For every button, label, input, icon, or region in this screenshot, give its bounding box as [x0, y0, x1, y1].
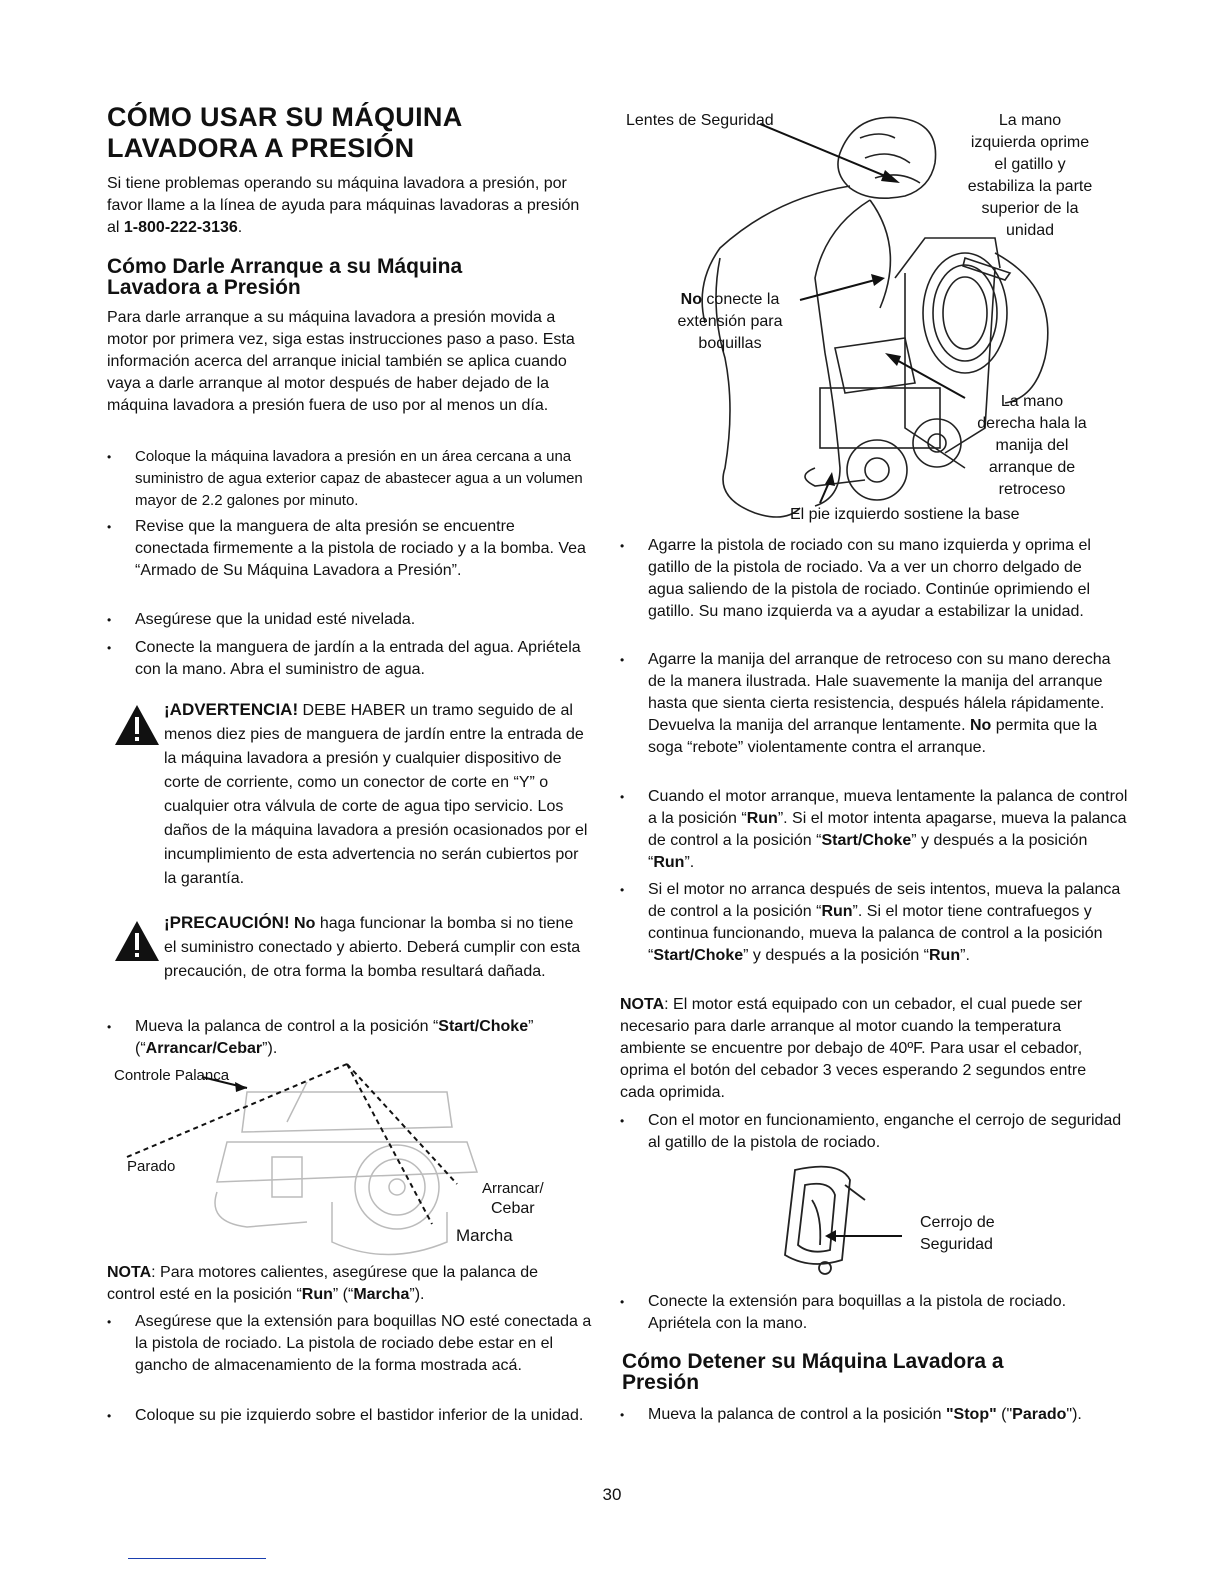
- nota2-text: : El motor está equipado con un cebador, el cual puede ser necesario para darle arranque al motor cuando la temperatura ambiente se encuentre por debajo de 40ºF. Para usar el cebador, oprima el botón del cebador 3 veces esperando 2 segundos entre cada oprimida.: [620, 996, 1087, 1101]
- list-item: • Coloque la máquina lavadora a presión en un área cercana a una suministro de agua exterior capaz de abastecer agua a un volumen mayor de 2.2 galones por minuto.: [107, 446, 593, 512]
- mano-izq-line: unidad: [1005, 222, 1055, 239]
- stop-bold: "Stop": [945, 1406, 997, 1423]
- mano-izq-line: izquierda oprime: [970, 134, 1090, 151]
- caution-no: No: [289, 915, 316, 932]
- page-title: [107, 102, 593, 164]
- list-item: • Coloque su pie izquierdo sobre el bastidor inferior de la unidad.: [107, 1405, 593, 1427]
- mano-izq-line: estabiliza la parte: [967, 178, 1093, 195]
- label-no-conecte: [660, 289, 800, 355]
- label-pie-izquierdo: El pie izquierdo sostiene la base: [790, 506, 1020, 523]
- start-heading-line-1: Cómo Darle Arranque a su Máquina: [107, 255, 463, 278]
- nota1-label: NOTA: [107, 1264, 152, 1281]
- start-heading: [107, 256, 593, 298]
- list-item: • Asegúrese que la extensión para boquillas NO esté conectada a la pistola de rociado. La pistola de rociado debe estar en el gancho de almacenamiento de la forma mostrada acá.: [107, 1311, 593, 1377]
- caution-text: haga funcionar la bomba si no tiene el suministro conectado y abierto. Deberá cumplir con esta precaución, de otra forma la bomba resultará dañada.: [164, 915, 581, 980]
- run-bold: Run: [746, 810, 778, 827]
- run-text: ”.: [684, 854, 695, 871]
- no-conecte-line: conecte la: [701, 291, 780, 308]
- mano-der-line: retroceso: [998, 481, 1066, 498]
- list-item: • Asegúrese que la unidad esté nivelada.: [107, 609, 593, 631]
- nota1-bold-1: Run: [301, 1286, 333, 1303]
- run-text: ”. Si el motor intenta apagarse, mueva la palanca de control a la posición “: [648, 810, 1127, 849]
- run-bullet: [620, 786, 1134, 874]
- six-attempts-bullet: [620, 879, 1126, 967]
- run-bold: Run: [653, 854, 685, 871]
- start-heading-line-2: Lavadora a Presión: [107, 276, 301, 299]
- recoil-text-1: Agarre la manija del arranque de retroceso con su mano derecha de la manera ilustrada. Hale suavemente la manija del arranque hasta que sienta cierta resistencia, después hálela rápidamente. Devuelva la manija del arranque lentamente.: [648, 651, 1111, 734]
- caution-block: [164, 911, 590, 984]
- choke-text-1: Mueva la palanca de control a la posición “: [135, 1018, 439, 1035]
- caution-title: ¡PRECAUCIÓN!: [164, 913, 290, 932]
- caution-triangle-icon: [114, 920, 160, 962]
- warning-text: DEBE HABER un tramo seguido de al menos diez pies de manguera de jardín entre la entrada de la máquina lavadora a presión y cualquier dispositivo de corte de corriente, como un conector de corte en “Y” o cualquier otra válvula de corte de agua tipo servicio. Los daños de la máquina lavadora a presión ocasionados por el incumplimiento de esta advertencia no serán cubiertos por la garantía.: [164, 702, 588, 887]
- nota1-text-3: ”).: [409, 1286, 425, 1303]
- helpline-phone: 1-800-222-3136: [123, 219, 238, 236]
- run-text: Cuando el motor arranque, mueva lentamente la palanca de control a la posición “: [648, 788, 1128, 827]
- mano-izq-line: superior de la: [981, 200, 1079, 217]
- label-mano-izquierda: [955, 110, 1105, 242]
- run-bold: Start/Choke: [821, 832, 912, 849]
- choke-text-2: ” (“: [135, 1018, 534, 1057]
- recoil-text-2: permita que la soga “rebote” violentamente contra el arranque.: [648, 717, 1098, 756]
- warning-block: [164, 698, 590, 891]
- footer-divider: [128, 1558, 266, 1559]
- stop-heading-line-1: Cómo Detener su Máquina Lavadora a: [622, 1350, 1004, 1373]
- no-conecte-line: boquillas: [698, 335, 762, 352]
- label-mano-derecha: [962, 391, 1102, 501]
- stop-heading: [622, 1351, 1108, 1393]
- stop-bold: Parado: [1012, 1406, 1067, 1423]
- warning-title: ¡ADVERTENCIA!: [164, 700, 299, 719]
- label-cebar: Cebar: [491, 1200, 535, 1217]
- six-text: Si el motor no arranca después de seis intentos, mueva la palanca de control a la posición “: [648, 881, 1121, 920]
- mano-izq-line: La mano: [998, 112, 1062, 129]
- mano-der-line: arranque de: [988, 459, 1076, 476]
- nota1-bold-2: Marcha: [353, 1286, 410, 1303]
- list-item: • Agarre la pistola de rociado con su mano izquierda y oprima el gatillo de la pistola de rociado. Va a ver un chorro delgado de agua saliendo de la pistola de rociado. Continúe oprimiendo el gatillo. Su mano izquierda va a ayudar a estabilizar la unidad.: [620, 535, 1106, 623]
- warning-triangle-icon: [114, 704, 160, 746]
- no-conecte-line: extensión para: [677, 313, 783, 330]
- intro-paragraph: Si tiene problemas operando su máquina lavadora a presión, por favor llame a la línea de ayuda para máquinas lavadoras a presión al 1-800-222-3136.: [107, 175, 580, 236]
- stop-text: Mueva la palanca de control a la posición: [648, 1406, 946, 1423]
- nota-choke: [620, 994, 1106, 1104]
- label-arrancar: Arrancar/: [482, 1180, 544, 1197]
- title-line-2: LAVADORA A PRESIÓN: [107, 133, 415, 163]
- intro-text: Si tiene problemas operando su máquina lavadora a presión, por favor llame a la línea de ayuda para máquinas lavadoras a presión al: [107, 175, 580, 236]
- run-text: ” y después a la posición “: [648, 832, 1088, 871]
- list-item: • Con el motor en funcionamiento, enganche el cerrojo de seguridad al gatillo de la pistola de rociado.: [620, 1110, 1130, 1154]
- start-intro: Para darle arranque a su máquina lavadora a presión movida a motor por primera vez, siga estas instrucciones paso a paso. Esta información acerca del arranque inicial también se aplica cuando vaya a darle arranque al motor después de haber dejado de la máquina lavadora a presión fuera de uso por al menos un día.: [107, 309, 575, 414]
- choke-text-3: ”).: [262, 1040, 278, 1057]
- cerrojo-line: Cerrojo de: [920, 1214, 995, 1231]
- six-text: ”. Si el motor tiene contrafuegos y continua funcionando, mueva la palanca de control a la posición “: [648, 903, 1103, 964]
- spray-gun-illustration: [770, 1160, 920, 1280]
- no-conecte-bold: No: [680, 291, 702, 308]
- stop-text: (": [996, 1406, 1013, 1423]
- nota1-text-1: : Para motores calientes, asegúrese que la palanca de control esté en la posición “: [107, 1264, 539, 1303]
- list-item: • Revise que la manguera de alta presión se encuentre conectada firmemente a la pistola de rociado y a la bomba. Vea “Armado de Su Máquina Lavadora a Presión”.: [107, 516, 593, 582]
- six-bold: Run: [929, 947, 961, 964]
- label-marcha: Marcha: [456, 1226, 513, 1245]
- mano-izq-line: el gatillo y: [994, 156, 1066, 173]
- mano-der-line: derecha hala la: [977, 415, 1087, 432]
- list-item: • Conecte la extensión para boquillas a la pistola de rociado. Apriétela con la mano.: [620, 1291, 1106, 1335]
- cerrojo-line: Seguridad: [920, 1236, 993, 1253]
- page-number: 30: [602, 1485, 622, 1504]
- choke-bold-2: Arrancar/Cebar: [145, 1040, 263, 1057]
- stop-heading-line-2: Presión: [622, 1371, 700, 1394]
- six-text: ”.: [960, 947, 970, 964]
- recoil-bullet: [620, 649, 1128, 759]
- nota2-label: NOTA: [620, 996, 665, 1013]
- label-parado: Parado: [127, 1158, 176, 1175]
- stop-bullet: [620, 1404, 1106, 1426]
- recoil-bold: No: [969, 717, 992, 734]
- title-line-1: CÓMO USAR SU MÁQUINA: [107, 102, 463, 132]
- six-bold: Start/Choke: [653, 947, 744, 964]
- mano-der-line: manija del: [995, 437, 1069, 454]
- nota1-text-2: ” (“: [332, 1286, 354, 1303]
- nota-hot-engine: [107, 1262, 589, 1306]
- six-text: ” y después a la posición “: [743, 947, 929, 964]
- label-lentes-seguridad: Lentes de Seguridad: [626, 112, 774, 129]
- list-item: • Conecte la manguera de jardín a la entrada del agua. Apriétela con la mano. Abra el suministro de agua.: [107, 637, 593, 681]
- choke-bold-1: Start/Choke: [438, 1018, 529, 1035]
- label-controle-palanca: Controle Palanca: [114, 1067, 230, 1084]
- stop-text: ").: [1066, 1406, 1082, 1423]
- label-cerrojo: [920, 1212, 995, 1256]
- mano-der-line: La mano: [1000, 393, 1064, 410]
- six-bold: Run: [821, 903, 853, 920]
